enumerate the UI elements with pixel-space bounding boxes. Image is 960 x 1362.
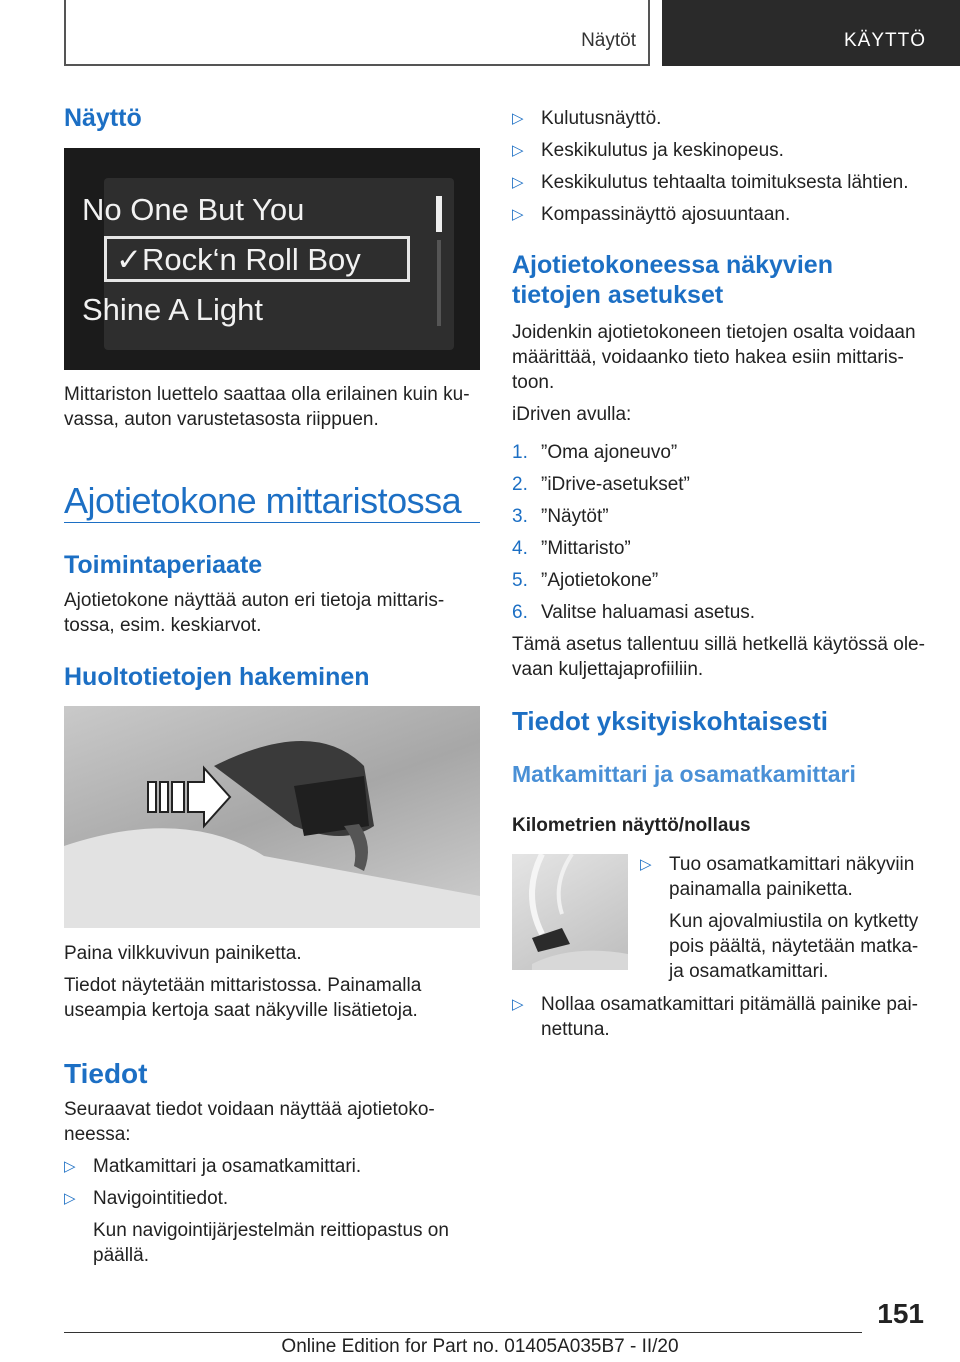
- stalk-illustration: [64, 706, 480, 928]
- body-line: määrittää, voidaanko tieto hakea esiin mittaris‐: [512, 347, 904, 368]
- section-title: Näytöt: [581, 30, 636, 51]
- button-illustration: [512, 854, 628, 970]
- heading-matkamittari: Matkamittari ja osamatkamittari: [512, 761, 856, 787]
- body-line: painamalla painiketta.: [669, 879, 853, 900]
- triangle-bullet-icon: ▷: [512, 996, 524, 1013]
- step-item: 2. ”iDrive-asetukset”: [512, 474, 690, 495]
- body-line: pois päältä, näytetään matka‐: [669, 936, 919, 957]
- step-item: 5. ”Ajotietokone”: [512, 570, 659, 591]
- footer-rule: [64, 1332, 862, 1333]
- body-line: Paina vilkkuvivun painiketta.: [64, 943, 302, 964]
- body-line: Tämä asetus tallentuu sillä hetkellä käytössä ole‐: [512, 634, 925, 655]
- body-line: Joidenkin ajotietokoneen tietojen osalta voidaan: [512, 322, 916, 343]
- scrollbar-thumb: [436, 196, 442, 232]
- caption-line: vassa, auton varustetasosta riippuen.: [64, 409, 379, 430]
- step-item: 3. ”Näytöt”: [512, 506, 609, 527]
- body-line: Tiedot näytetään mittaristossa. Painamalla: [64, 975, 422, 996]
- body-line: iDriven avulla:: [512, 404, 632, 425]
- body-line: toon.: [512, 372, 555, 393]
- footer-edition: Online Edition for Part no. 01405A035B7 - II/20: [281, 1336, 679, 1357]
- heading-toimintaperiaate: Toimintaperiaate: [64, 551, 263, 579]
- body-line: Ajotietokone näyttää auton eri tietoja mittaris‐: [64, 590, 445, 611]
- body-line: Kun navigointijärjestelmän reittiopastus on: [93, 1220, 449, 1241]
- display-list-item-selected: ✓Rock‘n Roll Boy: [116, 242, 361, 277]
- body-line: useampia kertoja saat näkyville lisätietoja.: [64, 1000, 418, 1021]
- heading-huolto: Huoltotietojen hakeminen: [64, 663, 370, 691]
- body-line: tossa, esim. keskiarvot.: [64, 615, 262, 636]
- step-item: 1. ”Oma ajoneuvo”: [512, 442, 678, 463]
- chapter-title: KÄYTTÖ: [843, 30, 926, 51]
- triangle-bullet-icon: ▷: [64, 1158, 76, 1175]
- body-line: päällä.: [93, 1245, 149, 1266]
- heading-naytto: Näyttö: [64, 104, 142, 132]
- heading-ajotietokone: Ajotietokone mittaristossa: [64, 480, 462, 521]
- triangle-bullet-icon: ▷: [64, 1190, 76, 1207]
- trip-reset-button-image: [512, 854, 628, 970]
- triangle-bullet-icon: ▷: [512, 206, 524, 223]
- heading-yksityiskohtaisesti: Tiedot yksityiskohtaisesti: [512, 706, 828, 736]
- heading-asetukset: tietojen asetukset: [512, 281, 724, 309]
- scrollbar-track: [437, 240, 441, 326]
- triangle-bullet-icon: ▷: [512, 110, 524, 127]
- page-number: 151: [877, 1298, 924, 1329]
- heading-tiedot: Tiedot: [64, 1058, 148, 1089]
- header-frame: [64, 0, 650, 66]
- chapter-tab: [662, 0, 960, 66]
- heading-rule: [64, 522, 480, 523]
- display-list-item: No One But You: [82, 192, 305, 227]
- triangle-bullet-icon: ▷: [512, 174, 524, 191]
- body-line: Kun ajovalmiustila on kytketty: [669, 911, 919, 932]
- body-line: neessa:: [64, 1124, 131, 1145]
- caption-line: Mittariston luettelo saattaa olla erilainen kuin ku‐: [64, 384, 470, 405]
- body-line: nettuna.: [541, 1019, 610, 1040]
- heading-kilometrit: Kilometrien näyttö/nollaus: [512, 815, 751, 836]
- display-list-item: Shine A Light: [82, 292, 263, 327]
- body-line: Seuraavat tiedot voidaan näyttää ajotietoko‐: [64, 1099, 435, 1120]
- step-item: 6. Valitse haluamasi asetus.: [512, 602, 756, 623]
- triangle-bullet-icon: ▷: [640, 856, 652, 873]
- turn-signal-stalk-image: [64, 706, 480, 928]
- step-item: 4. ”Mittaristo”: [512, 538, 631, 559]
- body-line: vaan kuljettajaprofiiliin.: [512, 659, 704, 680]
- body-line: ja osamatkamittari.: [669, 961, 829, 982]
- triangle-bullet-icon: ▷: [512, 142, 524, 159]
- heading-asetukset: Ajotietokoneessa näkyvien: [512, 251, 833, 279]
